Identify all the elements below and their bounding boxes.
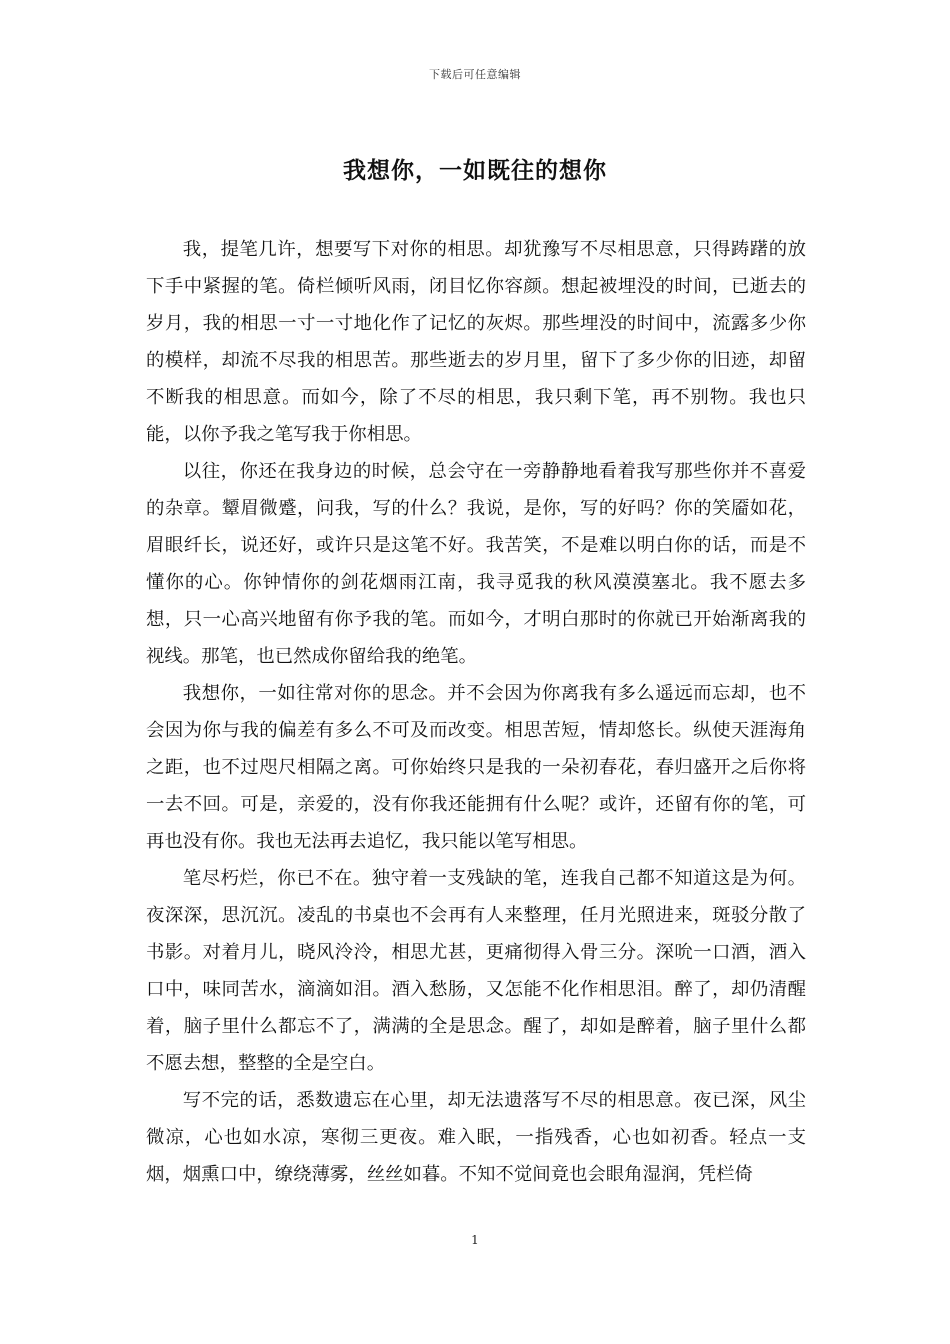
paragraph: 以往，你还在我身边的时候，总会守在一旁静静地看着我写那些你并不喜爱的杂章。颦眉微蹙，问我，写的什么？我说，是你，写的好吗？你的笑靥如花，眉眼纤长，说还好，或许只是这笔不好。我苦笑，不是难以明白你的话，而是不懂你的心。你钟情你的剑花烟雨江南，我寻觅我的秋风漠漠塞北。我不愿去多想，只一心高兴地留有你予我的笔。而如今，才明白那时的你就已开始渐离我的视线。那笔，也已然成你留给我的绝笔。 <box>146 461 806 667</box>
header-note: 下载后可任意编辑 <box>429 68 521 81</box>
document-title: 我想你，一如既往的想你 <box>343 157 607 184</box>
page-number: 1 <box>471 1233 479 1247</box>
paragraph: 写不完的话，悉数遗忘在心里，却无法遗落写不尽的相思意。夜已深，风尘微凉，心也如水凉，寒彻三更夜。难入眠，一指残香，心也如初香。轻点一支烟，烟熏口中，缭绕薄雾，丝丝如暮。不知不觉间竟也会眼角湿润，凭栏倚 <box>146 1090 806 1185</box>
paragraph: 我想你，一如往常对你的思念。并不会因为你离我有多么遥远而忘却，也不会因为你与我的偏差有多么不可及而改变。相思苦短，情却悠长。纵使天涯海角之距，也不过咫尺相隔之离。可你始终只是我的一朵初春花，春归盛开之后你将一去不回。可是，亲爱的，没有你我还能拥有什么呢？或许，还留有你的笔，可再也没有你。我也无法再去追忆，我只能以笔写相思。 <box>146 683 806 852</box>
document-body <box>146 231 806 1193</box>
paragraph: 笔尽朽烂，你已不在。独守着一支残缺的笔，连我自己都不知道这是为何。夜深深，思沉沉。凌乱的书桌也不会再有人来整理，任月光照进来，斑驳分散了书影。对着月儿，晓风泠泠，相思尤甚，更痛彻得入骨三分。深吮一口酒，酒入口中，味同苦水，滴滴如泪。酒入愁肠，又怎能不化作相思泪。醉了，却仍清醒着，脑子里什么都忘不了，满满的全是思念。醒了，却如是醉着，脑子里什么都不愿去想，整整的全是空白。 <box>146 868 806 1074</box>
paragraph: 我，提笔几许，想要写下对你的相思。却犹豫写不尽相思意，只得踌躇的放下手中紧握的笔。倚栏倾听风雨，闭目忆你容颜。想起被埋没的时间，已逝去的岁月，我的相思一寸一寸地化作了记忆的灰烬。那些埋没的时间中，流露多少你的模样，却流不尽我的相思苦。那些逝去的岁月里，留下了多少你的旧迹，却留不断我的相思意。而如今，除了不尽的相思，我只剩下笔，再不别物。我也只能，以你予我之笔写我于你相思。 <box>146 239 806 445</box>
